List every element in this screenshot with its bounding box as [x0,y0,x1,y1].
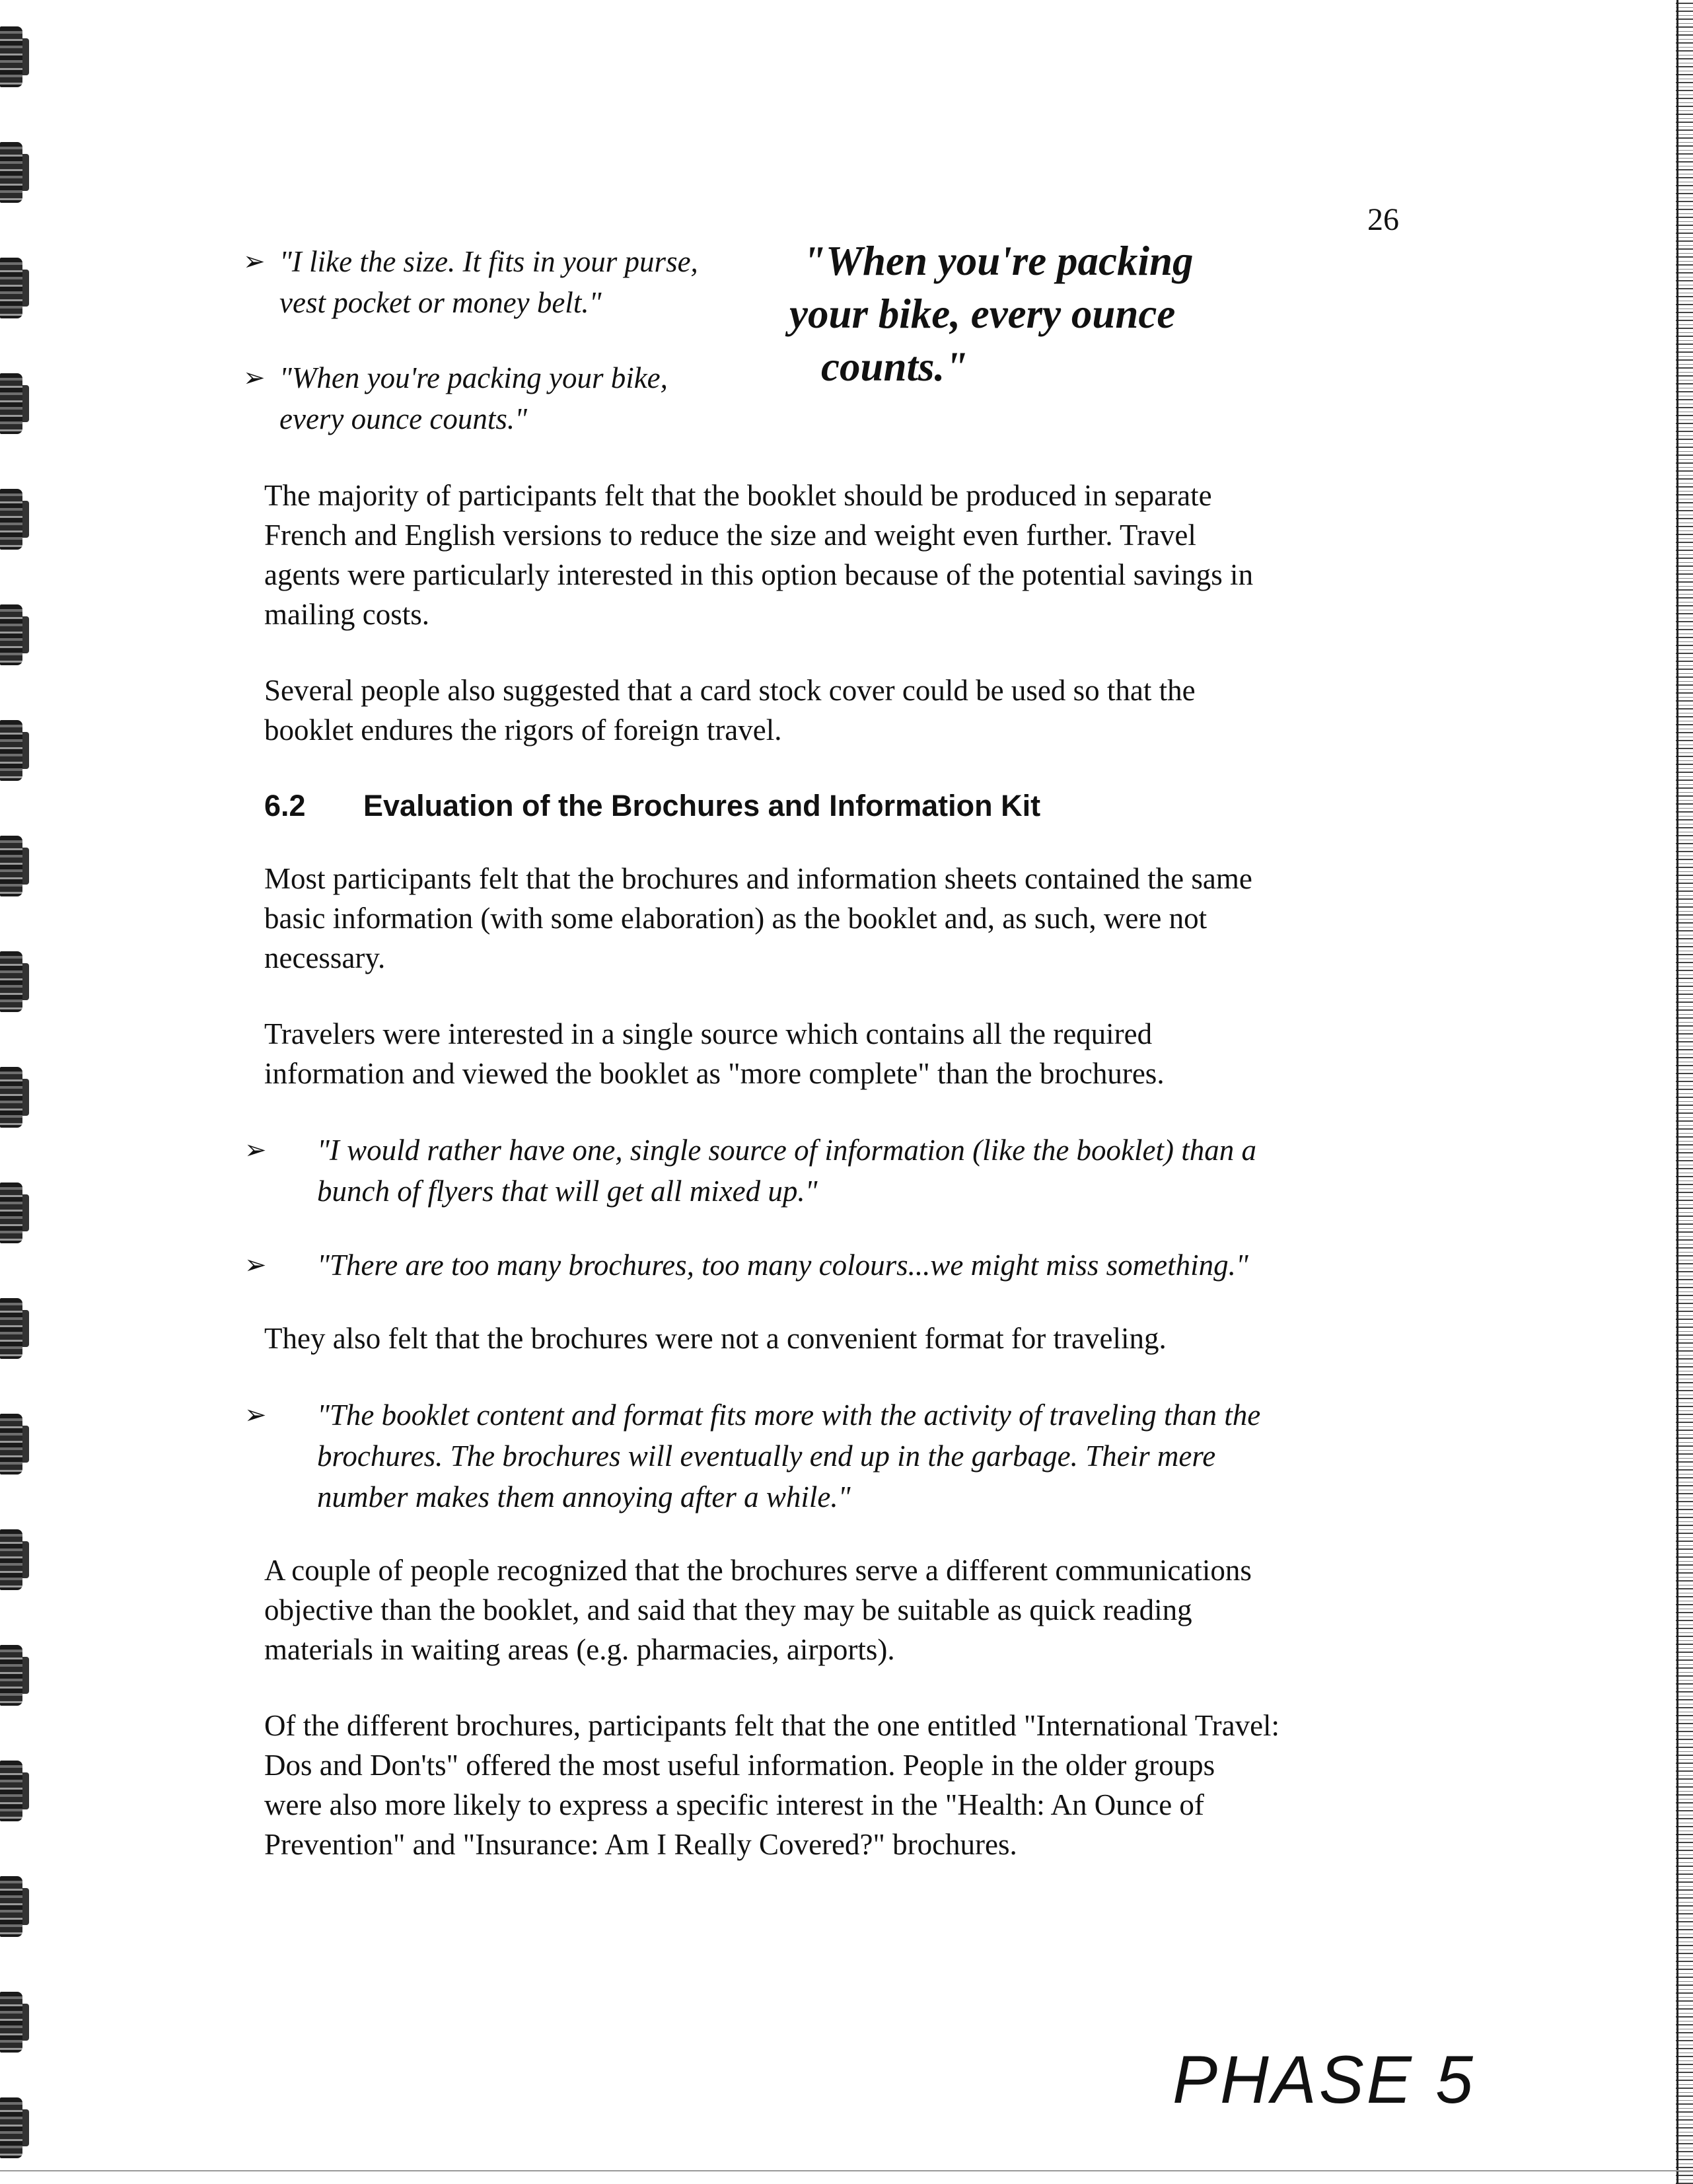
section-number: 6.2 [264,789,306,822]
scan-edge-line [1676,0,1678,2184]
quote-bullet [244,1245,1400,1286]
list-item [243,241,791,323]
quote-bullet [244,1395,1400,1517]
paragraph [264,859,1400,978]
scan-bottom-edge [0,2170,1693,2171]
quote-bullet [244,1130,1400,1212]
binder-ring-icon [0,258,22,318]
line: The majority of participants felt that the booklet should be produced in separate [264,479,1212,512]
line: your bike, every ounce [789,291,1176,337]
binder-ring-icon [0,1645,22,1706]
quote-text [317,1130,1400,1212]
top-bullet-list [243,241,791,474]
quote-text [317,1245,1400,1286]
line: mailing costs. [264,598,429,631]
line: agents were particularly interested in this option because of the potential savings in [264,558,1254,591]
paragraph [264,1319,1400,1358]
line: "When you're packing your bike, [279,361,668,394]
section-heading [264,786,1400,826]
line: number makes them annoying after a while." [317,1480,851,1513]
binder-ring-icon [0,373,22,434]
paragraph [264,1706,1400,1864]
paragraph [264,476,1400,634]
line: Prevention" and "Insurance: Am I Really Covered?" brochures. [264,1828,1017,1861]
binder-ring-icon [0,1298,22,1359]
line: "There are too many brochures, too many colours...we might miss something." [317,1249,1248,1282]
paragraph [264,671,1400,750]
line: A couple of people recognized that the brochures serve a different communications [264,1554,1252,1587]
phase-label: PHASE 5 [1172,2042,1476,2117]
line: "When you're packing [803,238,1194,284]
line: every ounce counts." [279,402,527,435]
line: were also more likely to express a specific interest in the "Health: An Ounce of [264,1788,1204,1821]
binder-ring-icon [0,1529,22,1590]
line: objective than the booklet, and said that they may be suitable as quick reading [264,1593,1192,1626]
paragraph [264,1014,1400,1093]
line: materials in waiting areas (e.g. pharmacies, airports). [264,1633,895,1666]
main-body [244,476,1400,1901]
binder-ring-icon [0,1992,22,2053]
line: French and English versions to reduce the size and weight even further. Travel [264,519,1196,552]
arrow-bullet-icon: ➢ [244,1135,267,1165]
quote-text [317,1395,1400,1517]
line: vest pocket or money belt." [279,286,602,319]
line: counts." [821,344,968,390]
line: They also felt that the brochures were not a convenient format for traveling. [264,1322,1167,1355]
line: basic information (with some elaboration) as the booklet and, as such, were not [264,902,1207,935]
quote-text [279,241,698,323]
section-title: Evaluation of the Brochures and Information Kit [363,789,1041,822]
binder-ring-icon [0,1414,22,1474]
arrow-bullet-icon: ➢ [244,1400,267,1430]
line: booklet endures the rigors of foreign travel. [264,713,782,746]
list-item [243,357,791,439]
pull-quote [789,235,1305,393]
binder-ring-icon [0,1761,22,1821]
binder-ring-icon [0,489,22,550]
line: necessary. [264,941,386,974]
binder-ring-icon [0,836,22,896]
line: "I would rather have one, single source of information (like the booklet) than a [317,1134,1256,1167]
line: Of the different brochures, participants felt that the one entitled "International Travel: [264,1709,1280,1742]
paragraph [264,1550,1400,1669]
line: Travelers were interested in a single source which contains all the required [264,1017,1153,1050]
binder-ring-icon [0,720,22,781]
binder-ring-icon [0,142,22,203]
binder-ring-icon [0,2097,22,2158]
line: "The booklet content and format fits more with the activity of traveling than the [317,1399,1261,1432]
line: Most participants felt that the brochures and information sheets contained the same [264,862,1252,895]
line: Several people also suggested that a card stock cover could be used so that the [264,674,1196,707]
quote-text [279,357,668,439]
binder-ring-icon [0,951,22,1012]
binder-ring-icon [0,604,22,665]
binder-ring-icon [0,1067,22,1128]
line: bunch of flyers that will get all mixed up." [317,1175,818,1208]
arrow-bullet-icon: ➢ [243,363,266,393]
line: "I like the size. It fits in your purse, [279,245,698,278]
arrow-bullet-icon: ➢ [243,246,266,277]
binder-ring-icon [0,1876,22,1937]
line: Dos and Don'ts" offered the most useful information. People in the older groups [264,1749,1215,1782]
page-number: 26 [1367,202,1399,237]
line: information and viewed the booklet as "more complete" than the brochures. [264,1057,1165,1090]
arrow-bullet-icon: ➢ [244,1250,267,1280]
binder-ring-icon [0,1183,22,1243]
binder-ring-icon [0,26,22,87]
line: brochures. The brochures will eventually end up in the garbage. Their mere [317,1439,1216,1473]
